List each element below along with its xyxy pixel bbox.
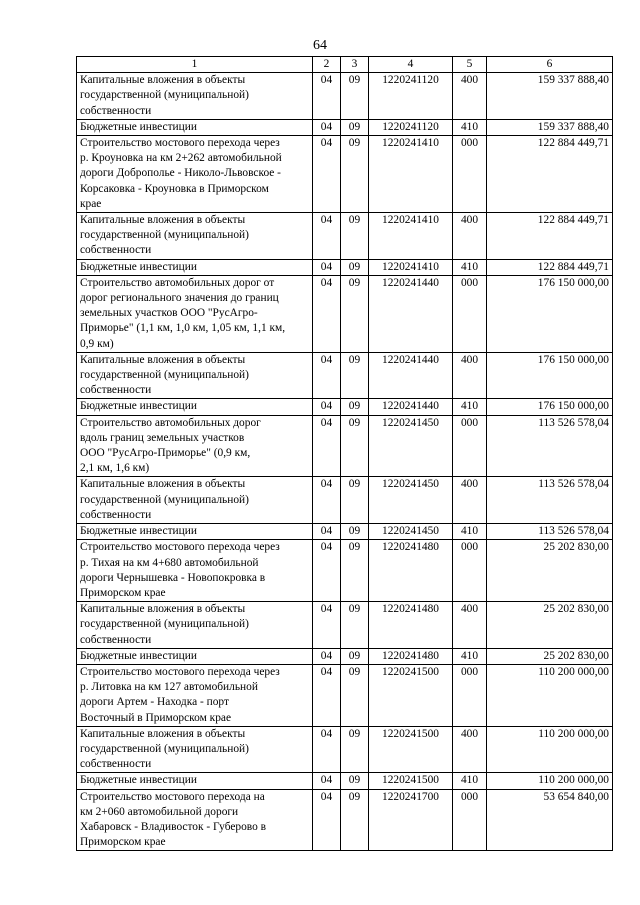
section-code: 04 xyxy=(313,540,341,602)
table-header-row xyxy=(77,57,613,73)
expense-type-code: 000 xyxy=(453,789,487,851)
column-header: 1 xyxy=(77,57,313,73)
expense-type-code: 400 xyxy=(453,602,487,649)
amount-cell: 122 884 449,71 xyxy=(487,259,613,275)
table-row xyxy=(77,726,613,773)
row-description xyxy=(77,415,313,477)
description-line: дорог регионального значения до границ xyxy=(80,292,279,305)
expense-type-code: 400 xyxy=(453,213,487,260)
table-row xyxy=(77,136,613,213)
table-row xyxy=(77,789,613,851)
table-row xyxy=(77,119,613,135)
description-line: Приморском крае xyxy=(80,836,166,849)
target-article-code: 1220241120 xyxy=(369,73,453,120)
row-description xyxy=(77,119,313,135)
subsection-code: 09 xyxy=(341,399,369,415)
section-code: 04 xyxy=(313,259,341,275)
amount-cell: 25 202 830,00 xyxy=(487,602,613,649)
description-line: государственной (муниципальной) xyxy=(80,742,249,755)
description-line: Бюджетные инвестиции xyxy=(80,400,197,413)
description-line: р. Литовка на км 127 автомобильной xyxy=(80,681,258,694)
description-line: вдоль границ земельных участков xyxy=(80,431,245,444)
page-number: 64 xyxy=(313,38,327,53)
description-line: дороги Доброполье - Николо-Львовское - xyxy=(80,167,281,180)
section-code: 04 xyxy=(313,415,341,477)
table-row xyxy=(77,352,613,399)
description-line: Строительство мостового перехода через xyxy=(80,137,280,150)
expense-type-code: 400 xyxy=(453,477,487,524)
amount-cell: 113 526 578,04 xyxy=(487,477,613,524)
row-description xyxy=(77,540,313,602)
description-line: р. Тихая на км 4+680 автомобильной xyxy=(80,556,259,569)
table-row xyxy=(77,648,613,664)
section-code: 04 xyxy=(313,275,341,352)
amount-cell: 25 202 830,00 xyxy=(487,540,613,602)
amount-cell: 159 337 888,40 xyxy=(487,119,613,135)
description-line: государственной (муниципальной) xyxy=(80,618,249,631)
target-article-code: 1220241410 xyxy=(369,136,453,213)
expense-type-code: 400 xyxy=(453,726,487,773)
table-row xyxy=(77,477,613,524)
description-line: Бюджетные инвестиции xyxy=(80,774,197,787)
amount-cell: 176 150 000,00 xyxy=(487,275,613,352)
row-description xyxy=(77,524,313,540)
expense-type-code: 000 xyxy=(453,664,487,726)
description-line: Капитальные вложения в объекты xyxy=(80,603,246,616)
target-article-code: 1220241410 xyxy=(369,213,453,260)
subsection-code: 09 xyxy=(341,524,369,540)
table-row xyxy=(77,275,613,352)
description-line: дороги Чернышевка - Новопокровка в xyxy=(80,571,266,584)
description-line: р. Кроуновка на км 2+262 автомобильной xyxy=(80,152,282,165)
section-code: 04 xyxy=(313,726,341,773)
amount-cell: 113 526 578,04 xyxy=(487,415,613,477)
expense-type-code: 410 xyxy=(453,259,487,275)
target-article-code: 1220241450 xyxy=(369,477,453,524)
amount-cell: 110 200 000,00 xyxy=(487,773,613,789)
expense-type-code: 410 xyxy=(453,773,487,789)
table-row xyxy=(77,540,613,602)
section-code: 04 xyxy=(313,524,341,540)
row-description xyxy=(77,773,313,789)
target-article-code: 1220241440 xyxy=(369,352,453,399)
target-article-code: 1220241450 xyxy=(369,415,453,477)
description-line: Строительство мостового перехода через xyxy=(80,665,280,678)
section-code: 04 xyxy=(313,773,341,789)
section-code: 04 xyxy=(313,119,341,135)
description-line: Строительство автомобильных дорог от xyxy=(80,276,275,289)
row-description xyxy=(77,275,313,352)
section-code: 04 xyxy=(313,602,341,649)
row-description xyxy=(77,213,313,260)
row-description xyxy=(77,648,313,664)
target-article-code: 1220241450 xyxy=(369,524,453,540)
description-line: Строительство мостового перехода через xyxy=(80,541,280,554)
subsection-code: 09 xyxy=(341,119,369,135)
description-line: км 2+060 автомобильной дороги xyxy=(80,805,239,818)
description-line: Бюджетные инвестиции xyxy=(80,260,197,273)
amount-cell: 113 526 578,04 xyxy=(487,524,613,540)
description-line: собственности xyxy=(80,758,152,771)
table-body xyxy=(77,73,613,851)
target-article-code: 1220241700 xyxy=(369,789,453,851)
expense-type-code: 410 xyxy=(453,648,487,664)
target-article-code: 1220241500 xyxy=(369,773,453,789)
table-row xyxy=(77,213,613,260)
section-code: 04 xyxy=(313,352,341,399)
subsection-code: 09 xyxy=(341,726,369,773)
table-row xyxy=(77,259,613,275)
description-line: 0,9 км) xyxy=(80,337,114,350)
table-row xyxy=(77,664,613,726)
description-line: Бюджетные инвестиции xyxy=(80,525,197,538)
description-line: 2,1 км, 1,6 км) xyxy=(80,462,150,475)
target-article-code: 1220241480 xyxy=(369,602,453,649)
subsection-code: 09 xyxy=(341,213,369,260)
section-code: 04 xyxy=(313,789,341,851)
description-line: государственной (муниципальной) xyxy=(80,89,249,102)
target-article-code: 1220241120 xyxy=(369,119,453,135)
description-line: государственной (муниципальной) xyxy=(80,369,249,382)
expense-type-code: 000 xyxy=(453,136,487,213)
table-row xyxy=(77,415,613,477)
subsection-code: 09 xyxy=(341,73,369,120)
section-code: 04 xyxy=(313,73,341,120)
description-line: Восточный в Приморском крае xyxy=(80,711,232,724)
amount-cell: 176 150 000,00 xyxy=(487,399,613,415)
target-article-code: 1220241500 xyxy=(369,664,453,726)
row-description xyxy=(77,602,313,649)
amount-cell: 159 337 888,40 xyxy=(487,73,613,120)
section-code: 04 xyxy=(313,648,341,664)
description-line: Бюджетные инвестиции xyxy=(80,649,197,662)
row-description xyxy=(77,789,313,851)
amount-cell: 110 200 000,00 xyxy=(487,726,613,773)
description-line: Приморском крае xyxy=(80,586,166,599)
expense-type-code: 000 xyxy=(453,540,487,602)
row-description xyxy=(77,73,313,120)
row-description xyxy=(77,477,313,524)
description-line: Хабаровск - Владивосток - Губерово в xyxy=(80,820,267,833)
subsection-code: 09 xyxy=(341,136,369,213)
column-header: 4 xyxy=(369,57,453,73)
description-line: Капитальные вложения в объекты xyxy=(80,353,246,366)
subsection-code: 09 xyxy=(341,477,369,524)
amount-cell: 53 654 840,00 xyxy=(487,789,613,851)
description-line: Корсаковка - Кроуновка в Приморском xyxy=(80,182,269,195)
budget-table xyxy=(76,56,613,851)
table-row xyxy=(77,602,613,649)
table-row xyxy=(77,73,613,120)
description-line: крае xyxy=(80,197,102,210)
subsection-code: 09 xyxy=(341,602,369,649)
description-line: собственности xyxy=(80,104,152,117)
description-line: собственности xyxy=(80,244,152,257)
description-line: Капитальные вложения в объекты xyxy=(80,478,246,491)
row-description xyxy=(77,259,313,275)
amount-cell: 122 884 449,71 xyxy=(487,213,613,260)
expense-type-code: 000 xyxy=(453,415,487,477)
expense-type-code: 410 xyxy=(453,399,487,415)
section-code: 04 xyxy=(313,136,341,213)
description-line: государственной (муниципальной) xyxy=(80,493,249,506)
expense-type-code: 410 xyxy=(453,119,487,135)
description-line: Капитальные вложения в объекты xyxy=(80,727,246,740)
description-line: Приморье" (1,1 км, 1,0 км, 1,05 км, 1,1 км, xyxy=(80,322,286,335)
expense-type-code: 000 xyxy=(453,275,487,352)
column-header: 2 xyxy=(313,57,341,73)
amount-cell: 122 884 449,71 xyxy=(487,136,613,213)
subsection-code: 09 xyxy=(341,352,369,399)
row-description xyxy=(77,726,313,773)
subsection-code: 09 xyxy=(341,789,369,851)
subsection-code: 09 xyxy=(341,415,369,477)
row-description xyxy=(77,136,313,213)
expense-type-code: 400 xyxy=(453,352,487,399)
description-line: Строительство автомобильных дорог xyxy=(80,416,261,429)
target-article-code: 1220241500 xyxy=(369,726,453,773)
description-line: собственности xyxy=(80,633,152,646)
row-description xyxy=(77,399,313,415)
table-row xyxy=(77,773,613,789)
section-code: 04 xyxy=(313,664,341,726)
subsection-code: 09 xyxy=(341,664,369,726)
section-code: 04 xyxy=(313,399,341,415)
section-code: 04 xyxy=(313,477,341,524)
description-line: Бюджетные инвестиции xyxy=(80,120,197,133)
expense-type-code: 410 xyxy=(453,524,487,540)
description-line: Строительство мостового перехода на xyxy=(80,790,265,803)
description-line: ООО "РусАгро-Приморье" (0,9 км, xyxy=(80,447,251,460)
row-description xyxy=(77,664,313,726)
target-article-code: 1220241440 xyxy=(369,399,453,415)
description-line: земельных участков ООО "РусАгро- xyxy=(80,307,258,320)
target-article-code: 1220241410 xyxy=(369,259,453,275)
description-line: Капитальные вложения в объекты xyxy=(80,214,246,227)
amount-cell: 176 150 000,00 xyxy=(487,352,613,399)
subsection-code: 09 xyxy=(341,275,369,352)
target-article-code: 1220241440 xyxy=(369,275,453,352)
description-line: дороги Артем - Находка - порт xyxy=(80,696,229,709)
description-line: государственной (муниципальной) xyxy=(80,229,249,242)
table-row xyxy=(77,399,613,415)
target-article-code: 1220241480 xyxy=(369,648,453,664)
section-code: 04 xyxy=(313,213,341,260)
column-header: 5 xyxy=(453,57,487,73)
table-row xyxy=(77,524,613,540)
amount-cell: 25 202 830,00 xyxy=(487,648,613,664)
target-article-code: 1220241480 xyxy=(369,540,453,602)
subsection-code: 09 xyxy=(341,648,369,664)
description-line: собственности xyxy=(80,508,152,521)
expense-type-code: 400 xyxy=(453,73,487,120)
amount-cell: 110 200 000,00 xyxy=(487,664,613,726)
subsection-code: 09 xyxy=(341,773,369,789)
description-line: собственности xyxy=(80,384,152,397)
row-description xyxy=(77,352,313,399)
column-header: 6 xyxy=(487,57,613,73)
column-header: 3 xyxy=(341,57,369,73)
subsection-code: 09 xyxy=(341,259,369,275)
description-line: Капитальные вложения в объекты xyxy=(80,74,246,87)
subsection-code: 09 xyxy=(341,540,369,602)
